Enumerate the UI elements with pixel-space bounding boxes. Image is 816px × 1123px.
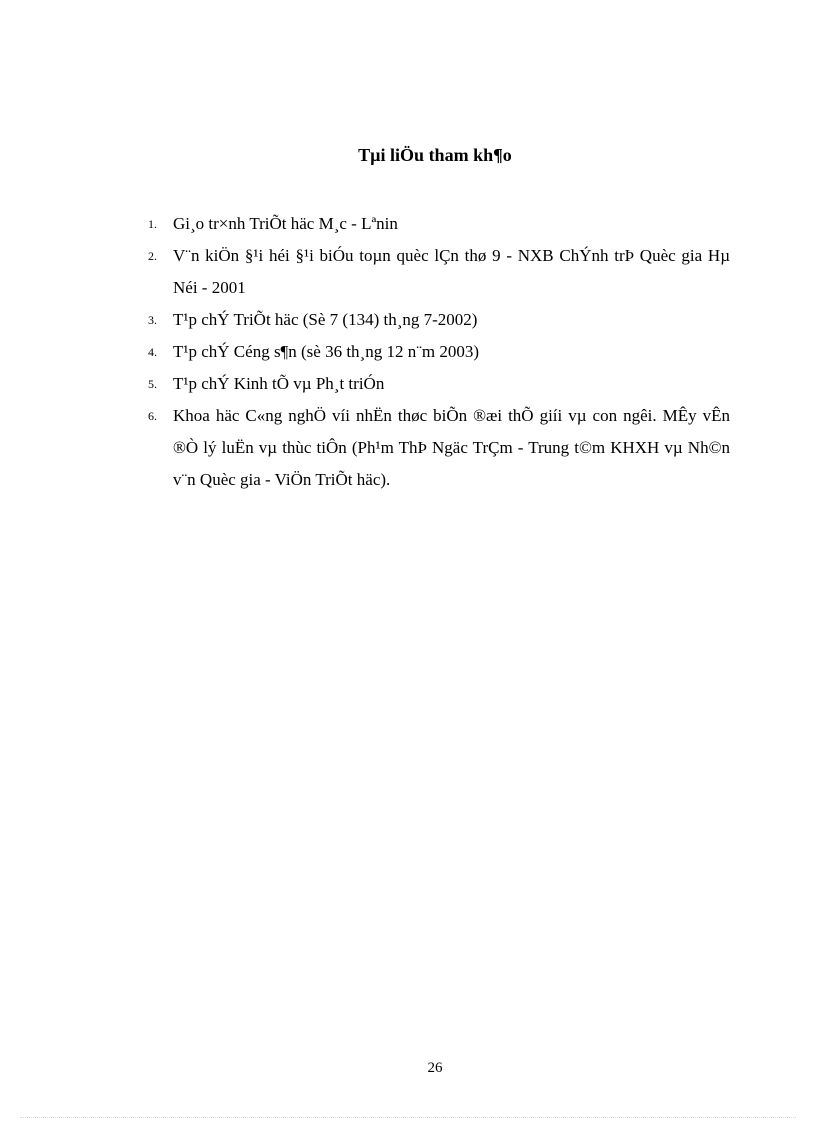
reference-number: 1. (148, 217, 157, 231)
reference-text: Gi¸o tr×nh TriÕt häc M¸c - Lªnin (173, 214, 398, 233)
page-bottom-divider (20, 1117, 796, 1118)
reference-number: 3. (148, 313, 157, 327)
reference-item (148, 304, 730, 336)
reference-number: 2. (148, 249, 157, 263)
reference-number: 4. (148, 345, 157, 359)
reference-item (148, 240, 730, 304)
reference-item (148, 336, 730, 368)
reference-item (148, 368, 730, 400)
reference-text: Khoa häc C«ng nghÖ víi nhËn thøc biÕn ®æi thÕ giíi vµ con ngêi. MÊy vÊn ®Ò lý luËn vµ thùc tiÔn (Ph¹m ThÞ Ngäc TrÇm - Trung t©m KHXH vµ Nh©n v¨n Quèc gia - ViÖn TriÕt häc). (173, 406, 730, 489)
reference-text: T¹p chÝ Céng s¶n (sè 36 th¸ng 12 n¨m 2003) (173, 342, 480, 361)
page-number: 26 (427, 1060, 443, 1076)
reference-number: 5. (148, 377, 157, 391)
reference-list (148, 208, 730, 496)
reference-number: 6. (148, 409, 157, 423)
reference-text: T¹p chÝ Kinh tÕ vµ Ph¸t triÓn (173, 374, 385, 393)
reference-item (148, 208, 730, 240)
reference-text: V¨n kiÖn §¹i héi §¹i biÓu toµn quèc lÇn thø 9 - NXB ChÝnh trÞ Quèc gia Hµ Néi - 2001 (173, 246, 730, 297)
reference-item (148, 400, 730, 496)
page-title: Tµi liÖu tham kh¶o (358, 145, 512, 165)
reference-text: T¹p chÝ TriÕt häc (Sè 7 (134) th¸ng 7-2002) (173, 310, 478, 329)
